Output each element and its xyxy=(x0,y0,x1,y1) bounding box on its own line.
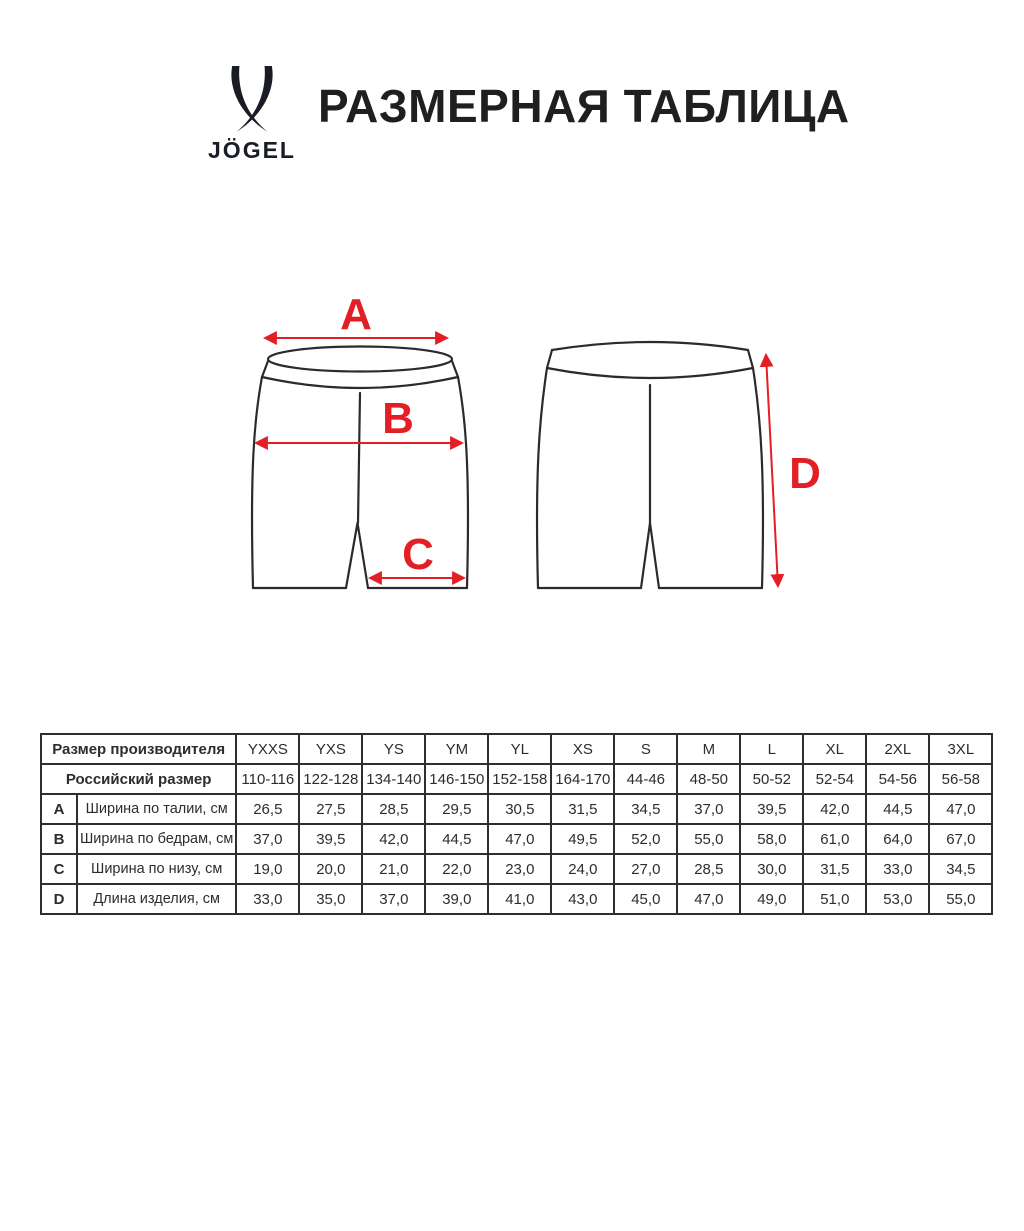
value-cell: 51,0 xyxy=(803,884,866,914)
size-header-cell: YXS xyxy=(299,734,362,764)
russian-size-cell: 48-50 xyxy=(677,764,740,794)
measurement-row-c xyxy=(41,854,992,884)
value-cell: 39,0 xyxy=(425,884,488,914)
russian-size-cell: 56-58 xyxy=(929,764,992,794)
value-cell: 37,0 xyxy=(362,884,425,914)
page-title: РАЗМЕРНАЯ ТАБЛИЦА xyxy=(318,80,850,132)
size-header-cell: YXXS xyxy=(236,734,299,764)
value-cell: 61,0 xyxy=(803,824,866,854)
russian-size-cell: 134-140 xyxy=(362,764,425,794)
russian-size-cell: 152-158 xyxy=(488,764,551,794)
value-cell: 34,5 xyxy=(614,794,677,824)
russian-size-cell: 50-52 xyxy=(740,764,803,794)
size-header-cell: YS xyxy=(362,734,425,764)
value-cell: 31,5 xyxy=(803,854,866,884)
value-cell: 35,0 xyxy=(299,884,362,914)
measure-label-a: A xyxy=(340,290,372,339)
value-cell: 47,0 xyxy=(929,794,992,824)
value-cell: 30,0 xyxy=(740,854,803,884)
size-header-cell: M xyxy=(677,734,740,764)
row-letter: B xyxy=(41,824,77,854)
value-cell: 39,5 xyxy=(299,824,362,854)
value-cell: 53,0 xyxy=(866,884,929,914)
row-label: Ширина по бедрам, см xyxy=(77,824,236,854)
russian-size-cell: 44-46 xyxy=(614,764,677,794)
value-cell: 37,0 xyxy=(677,794,740,824)
shorts-back-view xyxy=(537,342,763,588)
size-header-cell: YL xyxy=(488,734,551,764)
value-cell: 42,0 xyxy=(362,824,425,854)
size-header-cell: S xyxy=(614,734,677,764)
jogel-logo-icon xyxy=(221,66,283,134)
value-cell: 49,5 xyxy=(551,824,614,854)
value-cell: 30,5 xyxy=(488,794,551,824)
value-cell: 39,5 xyxy=(740,794,803,824)
value-cell: 22,0 xyxy=(425,854,488,884)
value-cell: 55,0 xyxy=(929,884,992,914)
size-header-cell: L xyxy=(740,734,803,764)
row-letter: C xyxy=(41,854,77,884)
value-cell: 47,0 xyxy=(488,824,551,854)
value-cell: 19,0 xyxy=(236,854,299,884)
russian-size-row xyxy=(41,764,992,794)
value-cell: 34,5 xyxy=(929,854,992,884)
value-cell: 49,0 xyxy=(740,884,803,914)
value-cell: 45,0 xyxy=(614,884,677,914)
value-cell: 55,0 xyxy=(677,824,740,854)
value-cell: 52,0 xyxy=(614,824,677,854)
value-cell: 29,5 xyxy=(425,794,488,824)
row-label: Ширина по талии, см xyxy=(77,794,236,824)
value-cell: 58,0 xyxy=(740,824,803,854)
shorts-diagram xyxy=(240,285,850,625)
value-cell: 26,5 xyxy=(236,794,299,824)
producer-size-label: Размер производителя xyxy=(41,734,236,764)
russian-size-label: Российский размер xyxy=(41,764,236,794)
arrow-d xyxy=(766,355,778,586)
value-cell: 33,0 xyxy=(236,884,299,914)
size-table xyxy=(40,733,993,915)
size-header-cell: 3XL xyxy=(929,734,992,764)
size-header-cell: XL xyxy=(803,734,866,764)
russian-size-cell: 54-56 xyxy=(866,764,929,794)
value-cell: 44,5 xyxy=(425,824,488,854)
russian-size-cell: 146-150 xyxy=(425,764,488,794)
size-header-cell: 2XL xyxy=(866,734,929,764)
value-cell: 23,0 xyxy=(488,854,551,884)
row-letter: A xyxy=(41,794,77,824)
russian-size-cell: 164-170 xyxy=(551,764,614,794)
value-cell: 28,5 xyxy=(362,794,425,824)
value-cell: 27,0 xyxy=(614,854,677,884)
value-cell: 42,0 xyxy=(803,794,866,824)
value-cell: 33,0 xyxy=(866,854,929,884)
producer-size-row xyxy=(41,734,992,764)
measurement-row-a xyxy=(41,794,992,824)
russian-size-cell: 52-54 xyxy=(803,764,866,794)
value-cell: 21,0 xyxy=(362,854,425,884)
value-cell: 37,0 xyxy=(236,824,299,854)
measurement-row-b xyxy=(41,824,992,854)
value-cell: 31,5 xyxy=(551,794,614,824)
value-cell: 20,0 xyxy=(299,854,362,884)
measurement-row-d xyxy=(41,884,992,914)
value-cell: 24,0 xyxy=(551,854,614,884)
size-header-cell: XS xyxy=(551,734,614,764)
value-cell: 67,0 xyxy=(929,824,992,854)
row-letter: D xyxy=(41,884,77,914)
shorts-front-view xyxy=(252,347,468,589)
russian-size-cell: 110-116 xyxy=(236,764,299,794)
value-cell: 27,5 xyxy=(299,794,362,824)
row-label: Длина изделия, см xyxy=(77,884,236,914)
value-cell: 64,0 xyxy=(866,824,929,854)
value-cell: 47,0 xyxy=(677,884,740,914)
row-label: Ширина по низу, см xyxy=(77,854,236,884)
value-cell: 28,5 xyxy=(677,854,740,884)
value-cell: 44,5 xyxy=(866,794,929,824)
measure-label-b: B xyxy=(382,394,414,443)
jogel-wordmark: JÖGEL xyxy=(208,137,296,163)
value-cell: 41,0 xyxy=(488,884,551,914)
measure-label-d: D xyxy=(789,449,821,498)
russian-size-cell: 122-128 xyxy=(299,764,362,794)
size-header-cell: YM xyxy=(425,734,488,764)
measure-label-c: C xyxy=(402,530,434,579)
value-cell: 43,0 xyxy=(551,884,614,914)
